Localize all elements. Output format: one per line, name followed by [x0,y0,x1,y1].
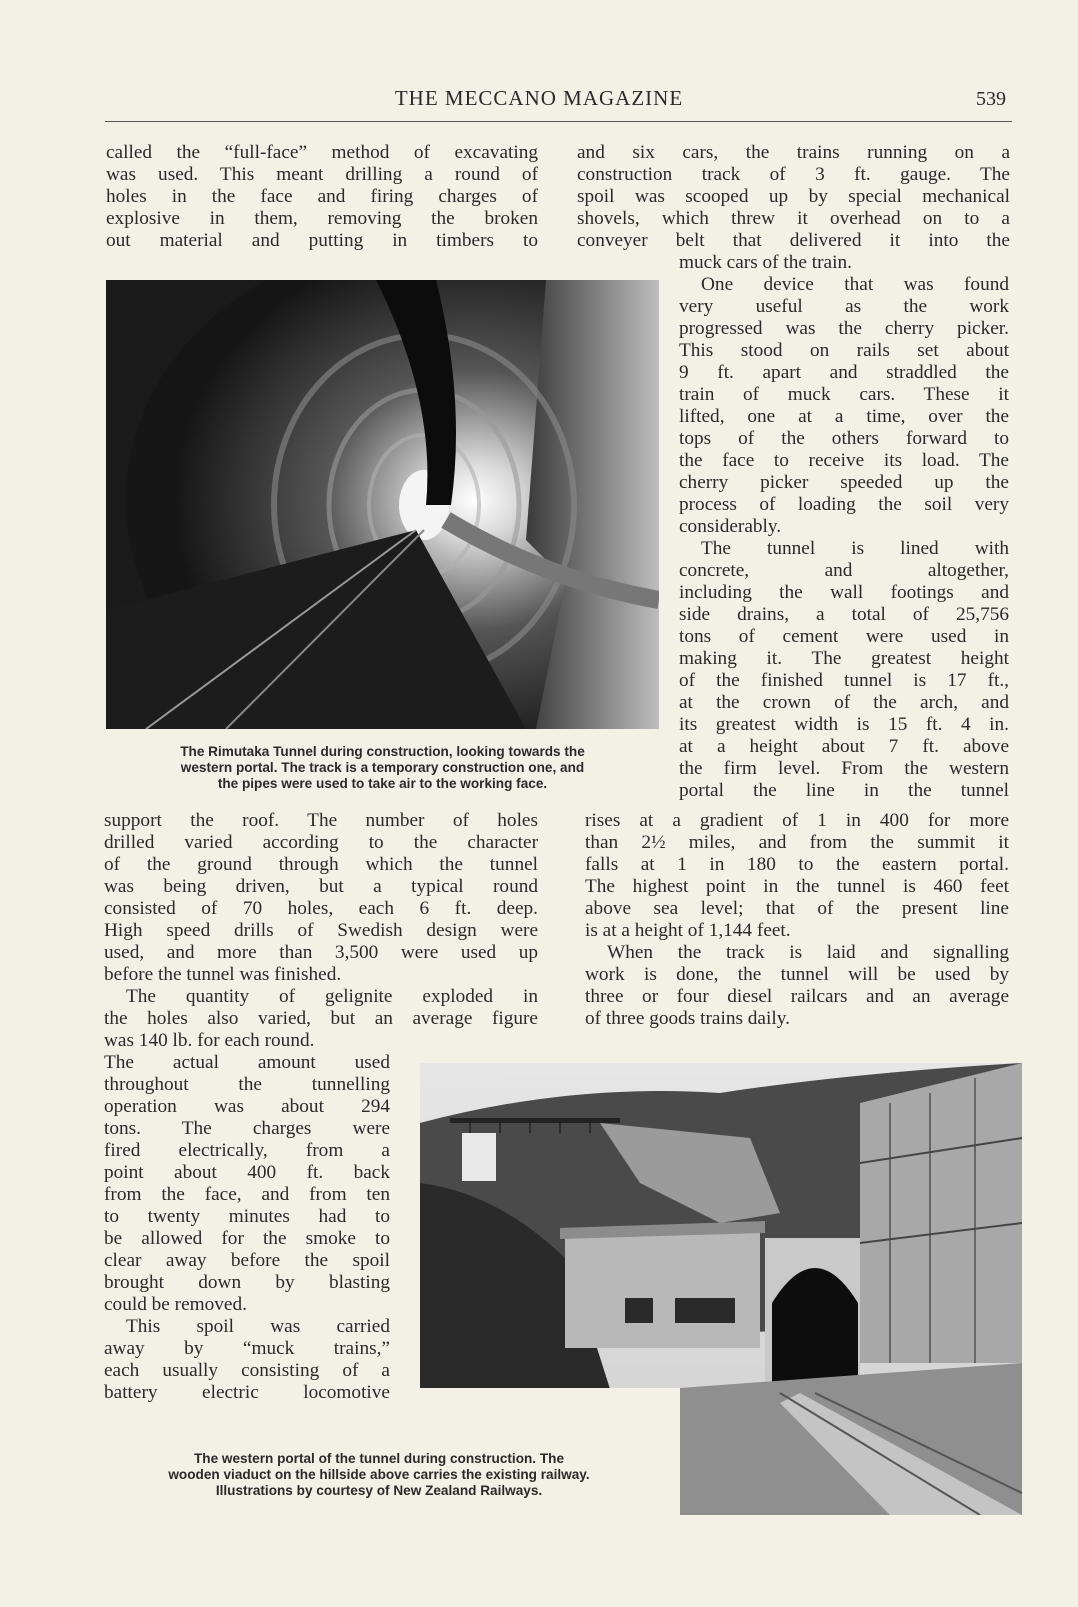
caption-line: The Rimutaka Tunnel during construction, looking towards the [180,744,585,759]
text-line: work is done, the tunnel will be used by [585,964,1009,985]
text-line: before the tunnel was finished. [104,964,342,985]
caption-line: western portal. The track is a temporary construction one, and [180,760,585,775]
text-line: The highest point in the tunnel is 460 feet [585,876,1009,897]
portal-photo-caption [97,1451,661,1499]
text-line: very useful as the work [679,296,1009,317]
text-line: concrete, and altogether, [679,560,1009,581]
text-line: One device that was found [701,274,1009,295]
text-line: of the finished tunnel is 17 ft., [679,670,1009,691]
text-line: point about 400 ft. back [104,1162,390,1183]
text-line: brought down by blasting [104,1272,390,1293]
text-line: called the “full-face” method of excavating [106,142,538,163]
text-line: When the track is laid and signalling [607,942,1009,963]
magazine-title: THE MECCANO MAGAZINE [394,86,684,110]
text-line: support the roof. The number of holes [104,810,538,831]
text-line: making it. The greatest height [679,648,1009,669]
text-line: than 2½ miles, and from the summit it [585,832,1009,853]
right-column-narrow-text [679,252,1009,802]
text-line: is at a height of 1,144 feet. [585,920,791,941]
text-line: out material and putting in timbers to [106,230,538,251]
text-line: drilled varied according to the character [104,832,538,853]
text-line: spoil was scooped up by special mechanical [577,186,1010,207]
text-line: holes in the face and firing charges of [106,186,538,207]
text-line: High speed drills of Swedish design were [104,920,538,941]
text-line: falls at 1 in 180 to the eastern portal. [585,854,1009,875]
text-line: This stood on rails set about [679,340,1009,361]
text-line: 9 ft. apart and straddled the [679,362,1009,383]
text-line: lifted, one at a time, over the [679,406,1009,427]
text-line: tons of cement were used in [679,626,1009,647]
text-line: the face to receive its load. The [679,450,1009,471]
text-line: cherry picker speeded up the [679,472,1009,493]
text-line: fired electrically, from a [104,1140,390,1161]
caption-line: Illustrations by courtesy of New Zealand Railways. [215,1483,543,1498]
text-line: from the face, and from ten [104,1184,390,1205]
text-line: used, and more than 3,500 were used up [104,942,538,963]
text-line: clear away before the spoil [104,1250,390,1271]
text-line: was being driven, but a typical round [104,876,538,897]
text-line: could be removed. [104,1294,247,1315]
left-column-bottom-text [104,1030,390,1404]
text-line: was used. This meant drilling a round of [106,164,538,185]
text-line: at the crown of the arch, and [679,692,1009,713]
text-line: three or four diesel railcars and an average [585,986,1009,1007]
right-column-middle-text [585,810,1009,1030]
text-line: shovels, which threw it overhead on to a [577,208,1010,229]
text-line: to twenty minutes had to [104,1206,390,1227]
text-line: throughout the tunnelling [104,1074,390,1095]
header-rule [105,121,1012,122]
left-column-middle-text [104,810,538,1030]
text-line: explosive in them, removing the broken [106,208,538,229]
left-column-top-text [106,142,538,252]
text-line: rises at a gradient of 1 in 400 for more [585,810,1009,831]
text-line: The actual amount used [104,1052,390,1073]
text-line: above sea level; that of the present line [585,898,1009,919]
tunnel-photo-caption [100,744,665,792]
text-line: including the wall footings and [679,582,1009,603]
text-line: was 140 lb. for each round. [104,1030,315,1051]
text-line: portal the line in the tunnel [679,780,1009,801]
text-line: each usually consisting of a [104,1360,390,1381]
caption-line: The western portal of the tunnel during construction. The [193,1451,565,1466]
caption-line: wooden viaduct on the hillside above carries the existing railway. [168,1467,590,1482]
caption-line: the pipes were used to take air to the working face. [217,776,548,791]
text-line: considerably. [679,516,782,537]
text-line: and six cars, the trains running on a [577,142,1010,163]
text-line: train of muck cars. These it [679,384,1009,405]
text-line: the holes also varied, but an average figure [104,1008,538,1029]
western-portal-photo [420,1063,1022,1515]
text-line: process of loading the soil very [679,494,1009,515]
right-column-top-text [577,142,1010,252]
text-line: progressed was the cherry picker. [679,318,1009,339]
text-line: at a height about 7 ft. above [679,736,1009,757]
text-line: This spoil was carried [126,1316,390,1337]
page-number: 539 [976,88,1006,110]
text-line: be allowed for the smoke to [104,1228,390,1249]
text-line: its greatest width is 15 ft. 4 in. [679,714,1009,735]
text-line: tops of the others forward to [679,428,1009,449]
text-line: operation was about 294 [104,1096,390,1117]
text-line: battery electric locomotive [104,1382,390,1403]
text-line: away by “muck trains,” [104,1338,390,1359]
tunnel-interior-photo [106,280,659,729]
text-line: side drains, a total of 25,756 [679,604,1009,625]
text-line: tons. The charges were [104,1118,390,1139]
text-line: of the ground through which the tunnel [104,854,538,875]
text-line: of three goods trains daily. [585,1008,790,1029]
text-line: The quantity of gelignite exploded in [126,986,538,1007]
text-line: the firm level. From the western [679,758,1009,779]
text-line: construction track of 3 ft. gauge. The [577,164,1010,185]
text-line: muck cars of the train. [679,252,852,273]
text-line: consisted of 70 holes, each 6 ft. deep. [104,898,538,919]
text-line: conveyer belt that delivered it into the [577,230,1010,251]
text-line: The tunnel is lined with [701,538,1009,559]
